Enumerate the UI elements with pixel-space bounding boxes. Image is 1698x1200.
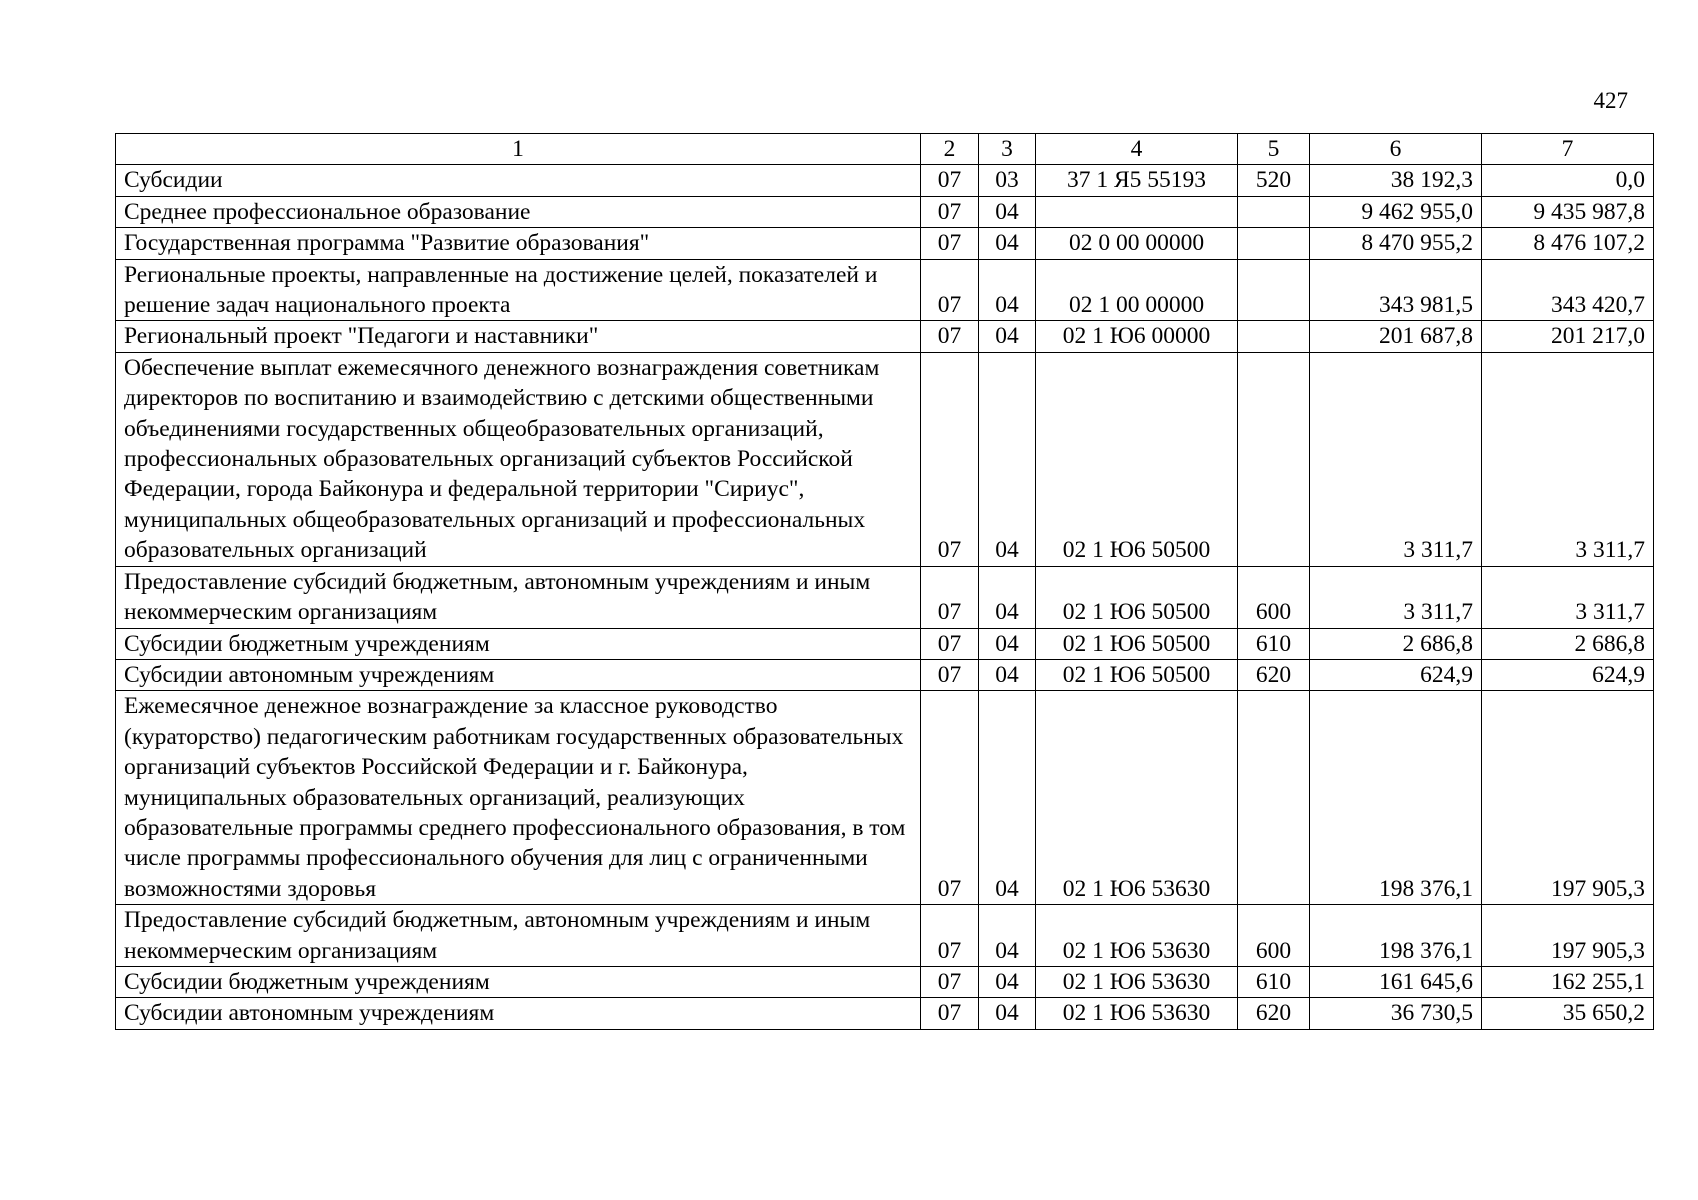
table-row [116, 165, 1654, 196]
subsection-code: 04 [979, 228, 1036, 259]
item-name: Региональные проекты, направленные на достижение целей, показателей и решение задач национального проекта [116, 259, 921, 321]
subsection-code: 04 [979, 566, 1036, 628]
target-article-code: 02 1 Ю6 50500 [1036, 352, 1238, 566]
expense-type-code [1238, 691, 1310, 905]
amount-column-7: 0,0 [1482, 165, 1654, 196]
target-article-code: 02 1 Ю6 50500 [1036, 628, 1238, 659]
amount-column-7: 343 420,7 [1482, 259, 1654, 321]
item-name: Субсидии автономным учреждениям [116, 998, 921, 1029]
section-code: 07 [921, 321, 979, 352]
amount-column-7: 3 311,7 [1482, 566, 1654, 628]
amount-column-6: 198 376,1 [1310, 905, 1482, 967]
amount-column-6: 2 686,8 [1310, 628, 1482, 659]
target-article-code: 02 1 Ю6 53630 [1036, 998, 1238, 1029]
item-name: Субсидии бюджетным учреждениям [116, 966, 921, 997]
subsection-code: 04 [979, 998, 1036, 1029]
expense-type-code: 620 [1238, 998, 1310, 1029]
amount-column-7: 2 686,8 [1482, 628, 1654, 659]
table-row [116, 905, 1654, 967]
section-code: 07 [921, 998, 979, 1029]
item-name: Субсидии [116, 165, 921, 196]
subsection-code: 04 [979, 691, 1036, 905]
target-article-code: 02 1 Ю6 53630 [1036, 691, 1238, 905]
amount-column-7: 9 435 987,8 [1482, 196, 1654, 227]
expense-type-code: 620 [1238, 659, 1310, 690]
item-name: Среднее профессиональное образование [116, 196, 921, 227]
expense-type-code: 520 [1238, 165, 1310, 196]
expense-type-code [1238, 196, 1310, 227]
target-article-code: 02 1 Ю6 50500 [1036, 659, 1238, 690]
section-code: 07 [921, 196, 979, 227]
item-name: Региональный проект "Педагоги и наставники" [116, 321, 921, 352]
amount-column-6: 38 192,3 [1310, 165, 1482, 196]
amount-column-7: 201 217,0 [1482, 321, 1654, 352]
amount-column-6: 161 645,6 [1310, 966, 1482, 997]
table-row [116, 966, 1654, 997]
target-article-code: 02 1 Ю6 53630 [1036, 966, 1238, 997]
table-row [116, 566, 1654, 628]
amount-column-6: 201 687,8 [1310, 321, 1482, 352]
header-cell-5: 5 [1238, 134, 1310, 165]
table-row [116, 259, 1654, 321]
target-article-code: 02 1 Ю6 00000 [1036, 321, 1238, 352]
subsection-code: 04 [979, 659, 1036, 690]
subsection-code: 04 [979, 196, 1036, 227]
target-article-code: 02 1 00 00000 [1036, 259, 1238, 321]
subsection-code: 04 [979, 966, 1036, 997]
amount-column-6: 3 311,7 [1310, 352, 1482, 566]
section-code: 07 [921, 259, 979, 321]
section-code: 07 [921, 628, 979, 659]
table-row [116, 321, 1654, 352]
amount-column-6: 36 730,5 [1310, 998, 1482, 1029]
amount-column-6: 3 311,7 [1310, 566, 1482, 628]
amount-column-7: 197 905,3 [1482, 691, 1654, 905]
expense-type-code: 600 [1238, 566, 1310, 628]
table-row [116, 998, 1654, 1029]
header-cell-6: 6 [1310, 134, 1482, 165]
table-row [116, 228, 1654, 259]
item-name: Субсидии автономным учреждениям [116, 659, 921, 690]
table-row [116, 691, 1654, 905]
amount-column-7: 3 311,7 [1482, 352, 1654, 566]
amount-column-7: 162 255,1 [1482, 966, 1654, 997]
item-name: Субсидии бюджетным учреждениям [116, 628, 921, 659]
item-name: Обеспечение выплат ежемесячного денежного вознаграждения советникам директоров по воспитанию и взаимодействию с детскими общественными объединениями государственных общеобразовательных организаций, профессиональных образовательных организаций субъектов Российской Федерации, города Байконура и федеральной территории "Сириус", муниципальных общеобразовательных организаций и профессиональных образовательных организаций [116, 352, 921, 566]
item-name: Предоставление субсидий бюджетным, автономным учреждениям и иным некоммерческим организациям [116, 905, 921, 967]
page-number: 427 [1593, 88, 1628, 113]
budget-table [115, 133, 1654, 1030]
target-article-code: 02 1 Ю6 50500 [1036, 566, 1238, 628]
header-cell-3: 3 [979, 134, 1036, 165]
table-row [116, 659, 1654, 690]
item-name: Государственная программа "Развитие образования" [116, 228, 921, 259]
amount-column-7: 197 905,3 [1482, 905, 1654, 967]
subsection-code: 03 [979, 165, 1036, 196]
subsection-code: 04 [979, 259, 1036, 321]
header-cell-1: 1 [116, 134, 921, 165]
subsection-code: 04 [979, 905, 1036, 967]
item-name: Предоставление субсидий бюджетным, автономным учреждениям и иным некоммерческим организациям [116, 566, 921, 628]
section-code: 07 [921, 905, 979, 967]
section-code: 07 [921, 165, 979, 196]
amount-column-7: 8 476 107,2 [1482, 228, 1654, 259]
expense-type-code [1238, 228, 1310, 259]
expense-type-code: 610 [1238, 966, 1310, 997]
target-article-code: 37 1 Я5 55193 [1036, 165, 1238, 196]
amount-column-7: 35 650,2 [1482, 998, 1654, 1029]
section-code: 07 [921, 228, 979, 259]
section-code: 07 [921, 966, 979, 997]
amount-column-6: 9 462 955,0 [1310, 196, 1482, 227]
item-name: Ежемесячное денежное вознаграждение за классное руководство (кураторство) педагогическим работникам государственных образовательных организаций субъектов Российской Федерации и г. Байконура, муниципальных образовательных организаций, реализующих образовательные программы среднего профессионального образования, в том числе программы профессионального обучения для лиц с ограниченными возможностями здоровья [116, 691, 921, 905]
subsection-code: 04 [979, 352, 1036, 566]
subsection-code: 04 [979, 321, 1036, 352]
header-cell-7: 7 [1482, 134, 1654, 165]
expense-type-code [1238, 352, 1310, 566]
expense-type-code [1238, 259, 1310, 321]
amount-column-6: 624,9 [1310, 659, 1482, 690]
table-row [116, 628, 1654, 659]
subsection-code: 04 [979, 628, 1036, 659]
target-article-code: 02 0 00 00000 [1036, 228, 1238, 259]
target-article-code: 02 1 Ю6 53630 [1036, 905, 1238, 967]
table-row [116, 352, 1654, 566]
amount-column-7: 624,9 [1482, 659, 1654, 690]
section-code: 07 [921, 659, 979, 690]
expense-type-code: 610 [1238, 628, 1310, 659]
header-row [116, 134, 1654, 165]
section-code: 07 [921, 691, 979, 905]
amount-column-6: 198 376,1 [1310, 691, 1482, 905]
amount-column-6: 343 981,5 [1310, 259, 1482, 321]
section-code: 07 [921, 352, 979, 566]
expense-type-code: 600 [1238, 905, 1310, 967]
table-row [116, 196, 1654, 227]
header-cell-2: 2 [921, 134, 979, 165]
section-code: 07 [921, 566, 979, 628]
amount-column-6: 8 470 955,2 [1310, 228, 1482, 259]
header-cell-4: 4 [1036, 134, 1238, 165]
expense-type-code [1238, 321, 1310, 352]
target-article-code [1036, 196, 1238, 227]
